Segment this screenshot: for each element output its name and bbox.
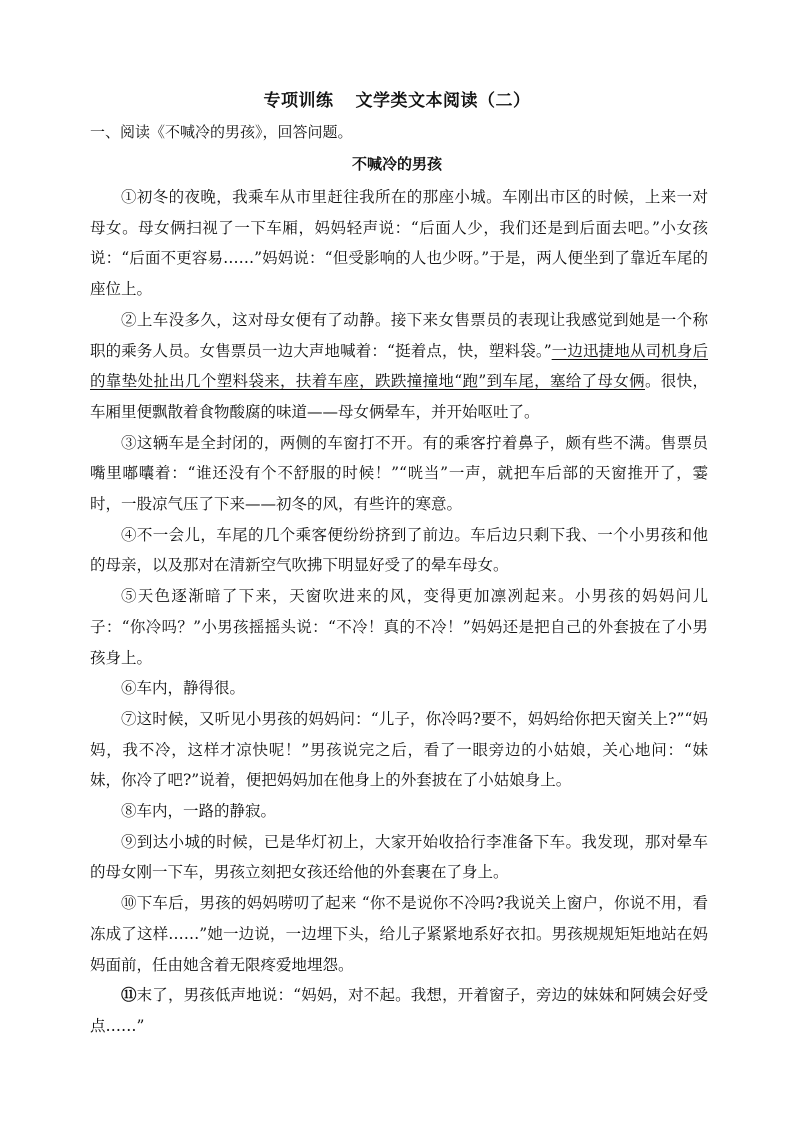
paragraph-5: ⑤天色逐渐暗了下来，天窗吹进来的风，变得更加凛冽起来。小男孩的妈妈问儿子：“你冷吗？”小男孩摇摇头说：“不冷！真的不冷！”妈妈还是把自己的外套披在了小男孩身上。: [90, 587, 708, 667]
underlined-sentence: 一边迅捷地从司机身后的靠垫处扯出几个塑料袋来，扶着车座，跌跌撞撞地“跑”到车尾，塞给了母女俩: [90, 341, 708, 391]
paragraph-9: ⑨到达小城的时候，已是华灯初上，大家开始收拾行李准备下车。我发现，那对晕车的母女刚一下车，男孩立刻把女孩还给他的外套裹在了身上。: [90, 832, 708, 882]
paragraph-7: ⑦这时候，又听见小男孩的妈妈问：“儿子，你冷吗?要不，妈妈给你把天窗关上?”“妈妈，我不冷，这样才凉快呢！”男孩说完之后，看了一眼旁边的小姑娘，关心地问：“妹妹，你冷了吧?”说着，便把妈妈加在他身上的外套披在了小姑娘身上。: [90, 709, 708, 790]
page-title: [0, 86, 794, 111]
story-title: 不喊冷的男孩: [351, 155, 442, 173]
paragraph-2: [90, 305, 708, 428]
title-part-2: 文学类文本阅读（二）: [355, 91, 531, 111]
paragraph-6: ⑥车内，静得很。: [121, 679, 246, 698]
paragraph-3: ③这辆车是全封闭的，两侧的车窗打不开。有的乘客拧着鼻子，颇有些不满。售票员嘴里嘟囔着：“谁还没有个不舒服的时候！”“咣当”一声，就把车后部的天窗推开了，霎时，一股凉气压了下来——初冬的风，有些许的寒意。: [90, 433, 708, 514]
story-body: [90, 182, 708, 1042]
paragraph-10: ⑩下车后，男孩的妈妈唠叨了起来 “你不是说你不冷吗?我说关上窗户，你说不用，看冻成了这样……”她一边说，一边埋下头，给儿子紧紧地系好衣扣。男孩规规矩矩地站在妈妈面前，任由她含着无限疼爱地埋怨。: [90, 894, 708, 974]
paragraph-1: ①初冬的夜晚，我乘车从市里赶往我所在的那座小城。车刚出市区的时候，上来一对母女。母女俩扫视了一下车厢，妈妈轻声说：“后面人少，我们还是到后面去吧。”小女孩说：“后面不更容易……”妈妈说：“但受影响的人也少呀。”于是，两人便坐到了靠近车尾的座位上。: [90, 188, 708, 299]
paragraph-2-before: ②上车没多久，这对母女便有了动静。接下来女售票员的表现让我感觉到她是一个称职的乘务人员。女售票员一边大声地喊着：“挺着点，快，塑料袋。”: [90, 310, 708, 360]
paragraph-4: ④不一会儿，车尾的几个乘客便纷纷挤到了前边。车后边只剩下我、一个小男孩和他的母亲，以及那对在清新空气吹拂下明显好受了的晕车母女。: [90, 525, 708, 575]
title-part-1: 专项训练: [263, 91, 334, 111]
question-instruction: 一、阅读《不喊冷的男孩》，回答问题。: [90, 123, 353, 141]
paragraph-11: [90, 980, 708, 1041]
paragraph-11-text: 末了，男孩低声地说：“妈妈，对不起。我想，开着窗子，旁边的妹妹和阿姨会好受点……”: [90, 986, 708, 1035]
paragraph-8: ⑧车内，一路的静寂。: [121, 802, 277, 821]
paragraph-11-number: ⑪: [121, 985, 137, 1005]
paragraph-2-after: 。很快，车厢里便飘散着食物酸腐的味道——母女俩晕车，并开始呕吐了。: [90, 372, 708, 421]
